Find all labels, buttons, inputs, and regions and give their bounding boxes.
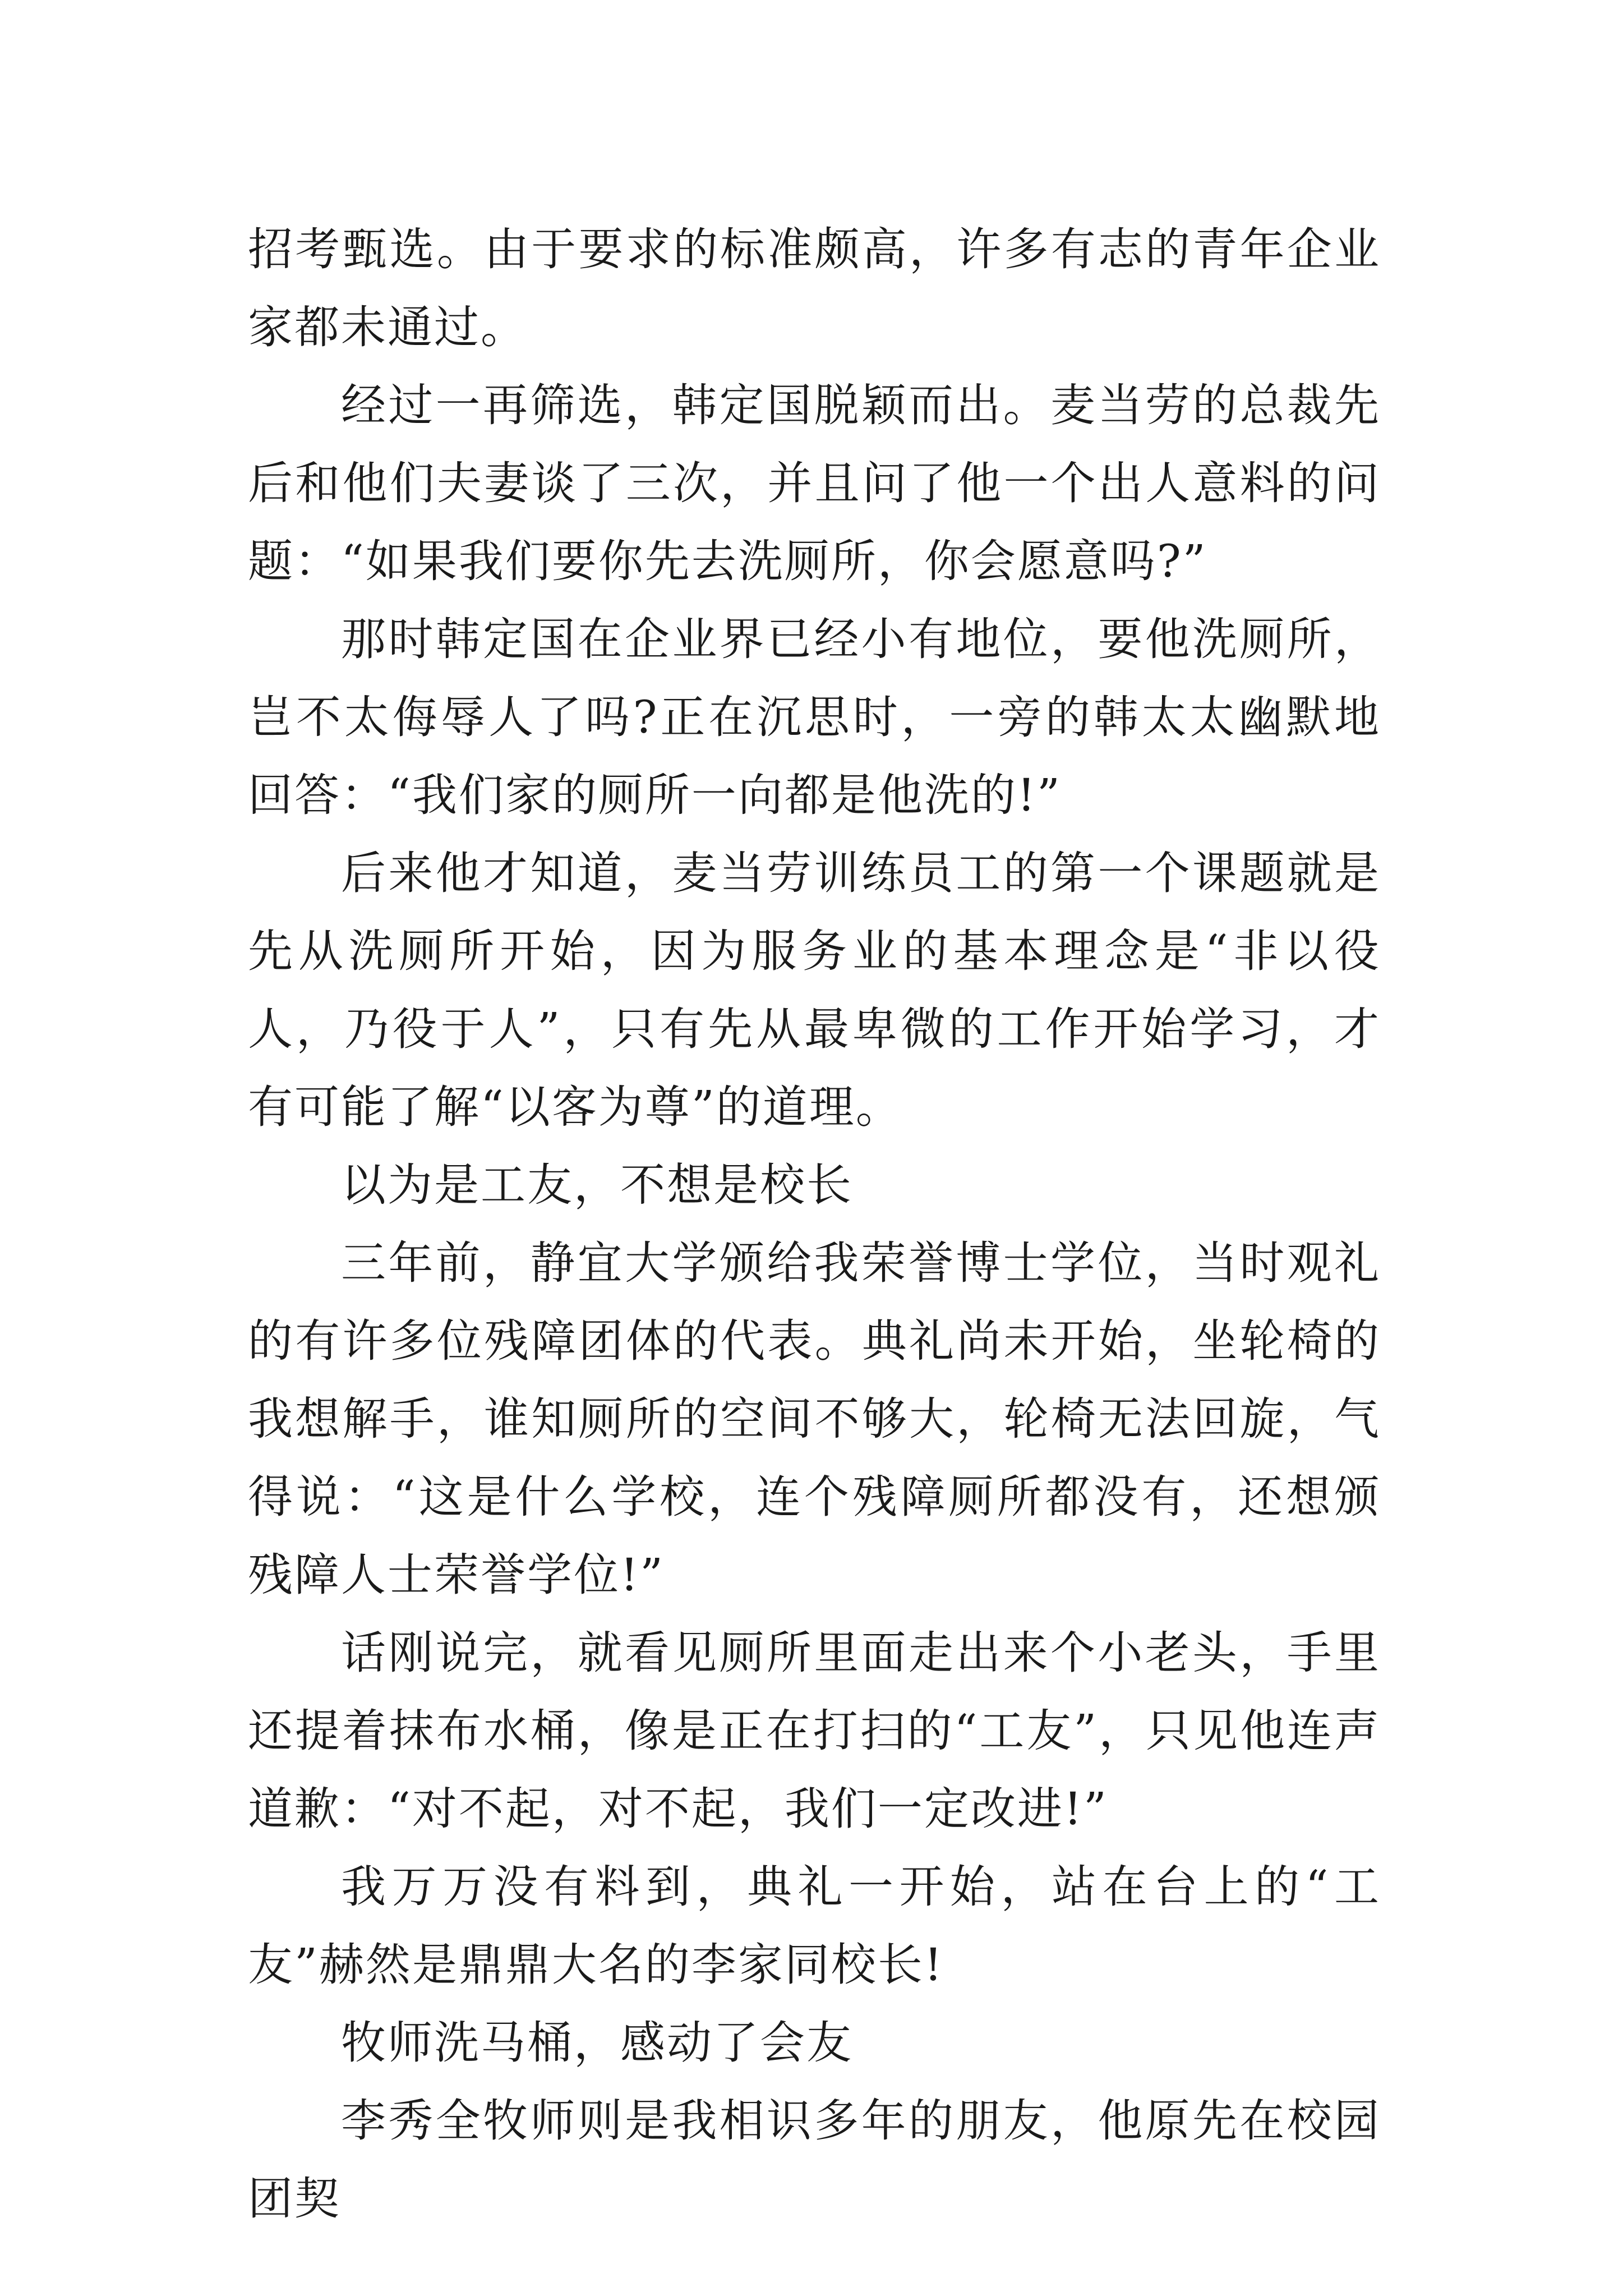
paragraph: 我万万没有料到，典礼一开始，站在台上的“工友”赫然是鼎鼎大名的李家同校长!: [248, 1861, 1381, 1991]
paragraph: 经过一再筛选，韩定国脱颖而出。麦当劳的总裁先后和他们夫妻谈了三次，并且问了他一个出人意料的问题：“如果我们要你先去洗厕所，你会愿意吗?”: [248, 379, 1381, 587]
paragraph: 后来他才知道，麦当劳训练员工的第一个课题就是先从洗厕所开始，因为服务业的基本理念是“非以役人，乃役于人”，只有先从最卑微的工作开始学习，才有可能了解“以客为尊”的道理。: [248, 847, 1381, 1133]
paragraph-continued: 招考甄选。由于要求的标准颇高，许多有志的青年企业家都未通过。: [248, 223, 1381, 353]
section-heading: 以为是工友，不想是校长: [341, 1159, 853, 1211]
paragraph: 那时韩定国在企业界已经小有地位，要他洗厕所，岂不太侮辱人了吗?正在沉思时，一旁的韩太太幽默地回答：“我们家的厕所一向都是他洗的!”: [248, 613, 1381, 821]
document-body: [248, 210, 1381, 2238]
paragraph: 三年前，静宜大学颁给我荣誉博士学位，当时观礼的有许多位残障团体的代表。典礼尚未开始，坐轮椅的我想解手，谁知厕所的空间不够大，轮椅无法回旋，气得说：“这是什么学校，连个残障厕所都没有，还想颁残障人士荣誉学位!”: [248, 1237, 1381, 1601]
paragraph: 李秀全牧师则是我相识多年的朋友，他原先在校园团契: [248, 2095, 1381, 2225]
paragraph: 话刚说完，就看见厕所里面走出来个小老头，手里还提着抹布水桶，像是正在打扫的“工友”，只见他连声道歉：“对不起，对不起，我们一定改进!”: [248, 1627, 1381, 1835]
section-heading: 牧师洗马桶，感动了会友: [341, 2017, 853, 2069]
